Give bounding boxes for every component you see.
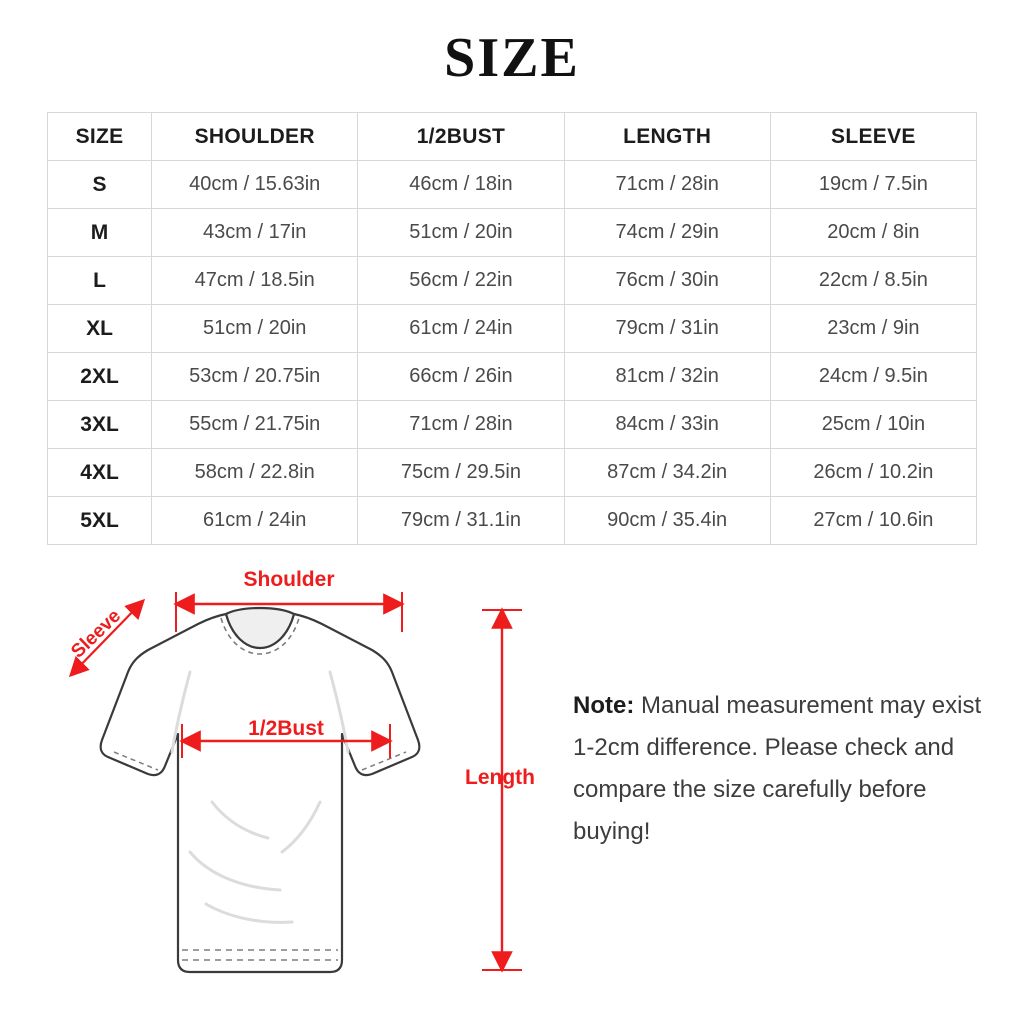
cell-bust: 75cm / 29.5in bbox=[358, 449, 564, 497]
table-row bbox=[48, 161, 977, 209]
cell-length: 90cm / 35.4in bbox=[564, 497, 770, 545]
cell-sleeve: 20cm / 8in bbox=[770, 209, 976, 257]
cell-bust: 71cm / 28in bbox=[358, 401, 564, 449]
cell-sleeve: 25cm / 10in bbox=[770, 401, 976, 449]
cell-bust: 46cm / 18in bbox=[358, 161, 564, 209]
cell-shoulder: 58cm / 22.8in bbox=[152, 449, 358, 497]
column-header-length: LENGTH bbox=[564, 113, 770, 161]
cell-bust: 56cm / 22in bbox=[358, 257, 564, 305]
cell-sleeve: 27cm / 10.6in bbox=[770, 497, 976, 545]
label-sleeve: Sleeve bbox=[67, 605, 126, 663]
table-row bbox=[48, 353, 977, 401]
cell-size: 5XL bbox=[48, 497, 152, 545]
cell-length: 71cm / 28in bbox=[564, 161, 770, 209]
cell-length: 81cm / 32in bbox=[564, 353, 770, 401]
cell-length: 84cm / 33in bbox=[564, 401, 770, 449]
table-row bbox=[48, 257, 977, 305]
tshirt-measurement-diagram bbox=[30, 552, 550, 1012]
cell-shoulder: 61cm / 24in bbox=[152, 497, 358, 545]
label-shoulder: Shoulder bbox=[243, 568, 335, 591]
cell-length: 74cm / 29in bbox=[564, 209, 770, 257]
cell-size: L bbox=[48, 257, 152, 305]
cell-bust: 61cm / 24in bbox=[358, 305, 564, 353]
cell-size: M bbox=[48, 209, 152, 257]
column-header-sleeve: SLEEVE bbox=[770, 113, 976, 161]
column-header-size: SIZE bbox=[48, 113, 152, 161]
table-row bbox=[48, 449, 977, 497]
cell-bust: 79cm / 31.1in bbox=[358, 497, 564, 545]
size-chart-table bbox=[47, 112, 977, 545]
cell-sleeve: 26cm / 10.2in bbox=[770, 449, 976, 497]
label-bust: 1/2Bust bbox=[248, 717, 324, 740]
column-header-shoulder: SHOULDER bbox=[152, 113, 358, 161]
cell-size: 4XL bbox=[48, 449, 152, 497]
cell-shoulder: 55cm / 21.75in bbox=[152, 401, 358, 449]
cell-length: 76cm / 30in bbox=[564, 257, 770, 305]
measurement-note bbox=[573, 685, 983, 853]
table-header-row bbox=[48, 113, 977, 161]
cell-shoulder: 47cm / 18.5in bbox=[152, 257, 358, 305]
note-lead: Note: bbox=[573, 692, 635, 719]
cell-size: 3XL bbox=[48, 401, 152, 449]
cell-sleeve: 23cm / 9in bbox=[770, 305, 976, 353]
table-row bbox=[48, 401, 977, 449]
label-length: Length bbox=[465, 766, 535, 789]
cell-shoulder: 51cm / 20in bbox=[152, 305, 358, 353]
table-row bbox=[48, 305, 977, 353]
note-text: Manual measurement may exist 1-2cm difference. Please check and compare the size carefully before buying! bbox=[573, 692, 982, 845]
cell-sleeve: 24cm / 9.5in bbox=[770, 353, 976, 401]
column-header-bust: 1/2BUST bbox=[358, 113, 564, 161]
cell-size: XL bbox=[48, 305, 152, 353]
cell-length: 87cm / 34.2in bbox=[564, 449, 770, 497]
cell-size: S bbox=[48, 161, 152, 209]
cell-shoulder: 53cm / 20.75in bbox=[152, 353, 358, 401]
table-row bbox=[48, 497, 977, 545]
cell-sleeve: 22cm / 8.5in bbox=[770, 257, 976, 305]
cell-bust: 51cm / 20in bbox=[358, 209, 564, 257]
table-row bbox=[48, 209, 977, 257]
cell-shoulder: 40cm / 15.63in bbox=[152, 161, 358, 209]
cell-sleeve: 19cm / 7.5in bbox=[770, 161, 976, 209]
cell-bust: 66cm / 26in bbox=[358, 353, 564, 401]
cell-shoulder: 43cm / 17in bbox=[152, 209, 358, 257]
page-title: SIZE bbox=[444, 27, 580, 89]
tshirt-illustration bbox=[101, 608, 420, 972]
cell-size: 2XL bbox=[48, 353, 152, 401]
cell-length: 79cm / 31in bbox=[564, 305, 770, 353]
